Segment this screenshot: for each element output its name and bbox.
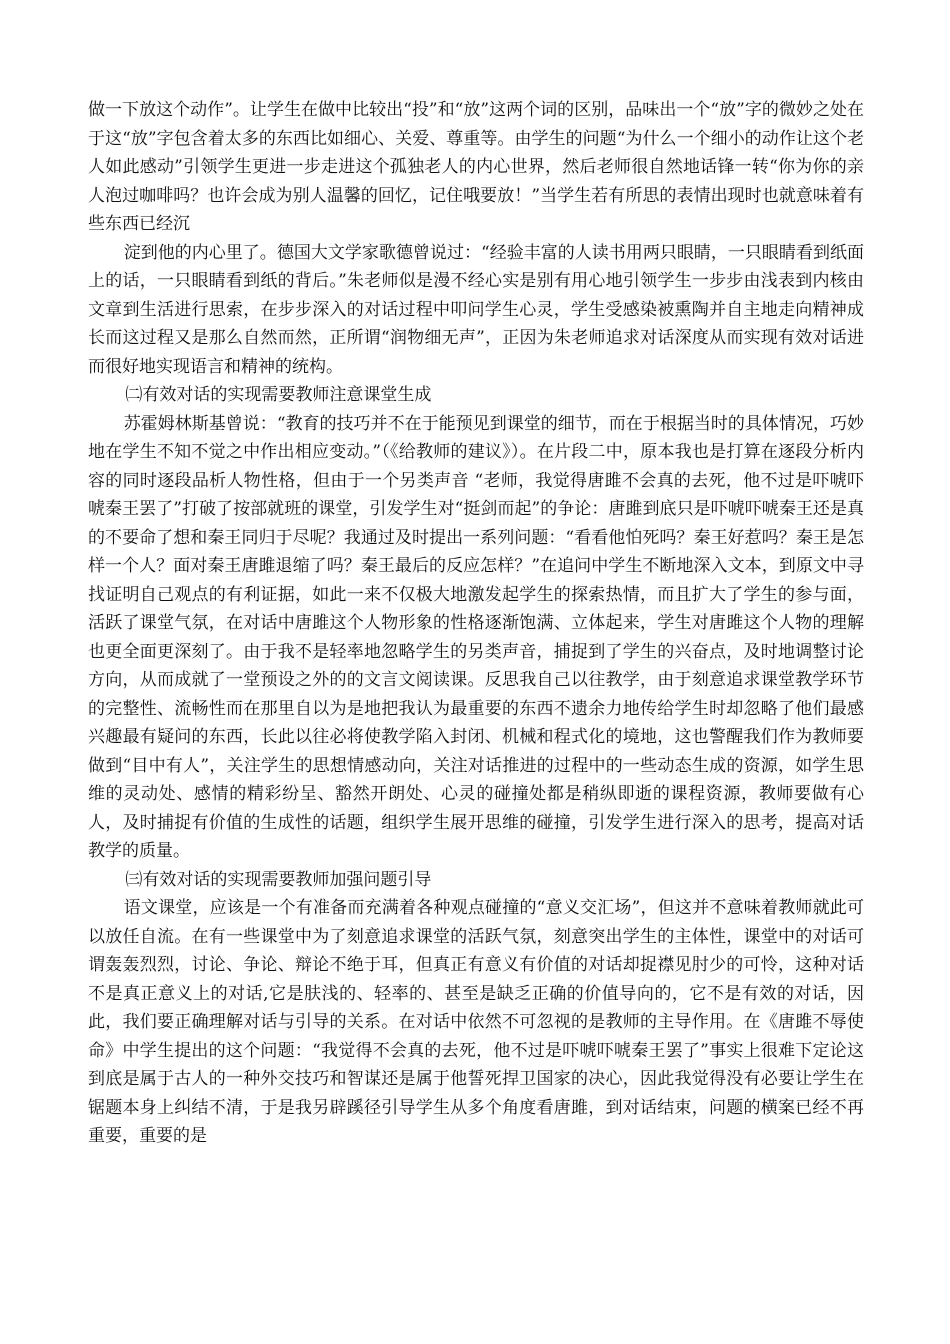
paragraph-goethe-quote: 淀到他的内心里了。德国大文学家歌德曾说过：“经验丰富的人读书用两只眼睛，一只眼睛看到纸面上的话，一只眼睛看到纸的背后。”朱老师似是漫不经心实是别有用心地引领学生一步步由浅表到内核由文章到生活进行思索，在步步深入的对话过程中叩问学生心灵，学生受感染被熏陶并自主地走向精神成长而这过程又是那么自然而然，正所谓“润物细无声”，正因为朱老师追求对话深度从而实现有效对话进而很好地实现语言和精神的统构。 xyxy=(88,242,864,377)
section-heading-3: ㈢有效对话的实现需要教师加强问题引导 xyxy=(125,869,432,890)
document-page xyxy=(88,96,864,1151)
section-heading-2: ㈡有效对话的实现需要教师注意课堂生成 xyxy=(125,385,432,405)
paragraph-continuation: 做一下放这个动作”。让学生在做中比较出“投”和“放”这两个词的区别，品味出一个“放”字的微妙之处在于这“放”字包含着太多的东西比如细心、关爱、尊重等。由学生的问题“为什么一个细小的动作让这个老人如此感动”引领学生更进一步走进这个孤独老人的内心世界，然后老师很自然地话锋一转“你为你的亲人泡过咖啡吗？也许会成为别人温馨的回忆，记住哦要放！”当学生若有所思的表情出现时也就意味着有些东西已经沉 xyxy=(88,100,864,234)
paragraph-classroom-generation: 苏霍姆林斯基曾说：“教育的技巧并不在于能预见到课堂的细节，而在于根据当时的具体情况，巧妙地在学生不知不觉之中作出相应变动。”（《给教师的建议》）。在片段二中，原本我也是打算在逐段分析内容的同时逐段品析人物性格，但由于一个另类声音 “老师，我觉得唐雎不会真的去死，他不过是吓唬吓唬秦王罢了”打破了按部就班的课堂，引发学生对“挺剑而起”的争论：唐雎到底只是吓唬吓唬秦王还是真的不要命了想和秦王同归于尽呢？我通过及时提出一系列问题：“看看他怕死吗？秦王好惹吗？秦王是怎样一个人？面对秦王唐雎退缩了吗？秦王最后的反应怎样？”在追问中学生不断地深入文本，到原文中寻找证明自己观点的有利证据，如此一来不仅极大地激发起学生的探索热情，而且扩大了学生的参与面，活跃了课堂气氛，在对话中唐雎这个人物形象的性格逐渐饱满、立体起来，学生对唐雎这个人物的理解也更全面更深刻了。由于我不是轻率地忽略学生的另类声音，捕捉到了学生的兴奋点，及时地调整讨论方向，从而成就了一堂预设之外的的文言文阅读课。反思我自己以往教学，由于刻意追求课堂教学环节的完整性、流畅性而在那里自以为是地把我认为最重要的东西不遗余力地传给学生时却忽略了他们最感兴趣最有疑问的东西，长此以往必将使教学陷入封闭、机械和程式化的境地，这也警醒我们作为教师要做到“目中有人”，关注学生的思想情感动向，关注对话推进的过程中的一些动态生成的资源，如学生思维的灵动处、感情的精彩纷呈、豁然开朗处、心灵的碰撞处都是稍纵即逝的课程资源，教师要做有心人，及时捕捉有价值的生成性的话题，组织学生展开思维的碰撞，引发学生进行深入的思考，提高对话教学的质量。 xyxy=(88,413,864,861)
paragraph-question-guidance: 语文课堂，应该是一个有准备而充满着各种观点碰撞的“意义交汇场”，但这并不意味着教师就此可以放任自流。在有一些课堂中为了刻意追求课堂的活跃气氛，刻意突出学生的主体性，课堂中的对话可谓轰轰烈烈，讨论、争论、辩论不绝于耳，但真正有意义有价值的对话却捉襟见肘少的可怜，这种对话不是真正意义上的对话,它是肤浅的、轻率的、甚至是缺乏正确的价值导向的，它不是有效的对话，因此，我们要正确理解对话与引导的关系。在对话中依然不可忽视的是教师的主导作用。在《唐雎不辱使命》中学生提出的这个问题：“我觉得不会真的去死，他不过是吓唬吓唬秦王罢了”事实上很难下定论这到底是属于古人的一种外交技巧和智谋还是属于他誓死捍卫国家的决心，因此我觉得没有必要让学生在锯题本身上纠结不清，于是我另辟蹊径引导学生从多个角度看唐雎，到对话结束，问题的横案已经不再重要，重要的是 xyxy=(88,898,864,1146)
